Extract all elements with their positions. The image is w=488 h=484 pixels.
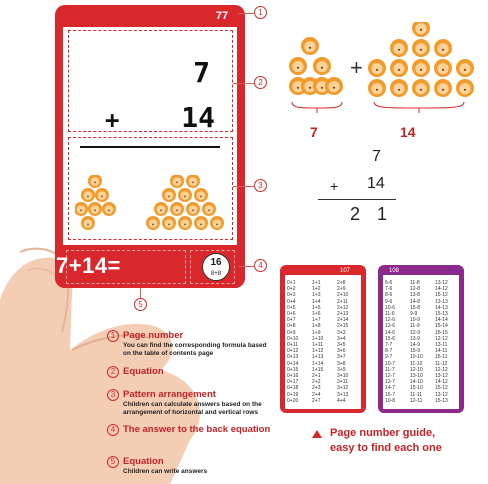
index-entry: 11-7	[385, 366, 395, 373]
vertical-bottom: 14	[367, 175, 385, 192]
lion-icon	[368, 79, 386, 97]
callout-marker-2: 2	[254, 76, 267, 89]
callout-line-4	[238, 266, 254, 267]
legend-title-1: Page number	[123, 330, 184, 341]
guide-line-2: easy to find each one	[330, 442, 442, 454]
legend-desc-1: You can find the corresponding formula based on the table of contents page	[123, 342, 267, 357]
index-entry: 12-9	[410, 329, 421, 336]
lion-icon	[186, 175, 200, 188]
index-entry: 3+5	[337, 342, 346, 349]
index-entry: 8-6	[385, 292, 393, 299]
index-entry: 2+8	[337, 280, 346, 286]
legend-title-5: Equation	[123, 456, 164, 467]
index-entry: 4+4	[337, 397, 346, 404]
plus-sign: +	[350, 55, 363, 80]
index-entry: 14-12	[435, 379, 448, 386]
index-entry: 3+8	[337, 360, 346, 367]
index-entry: 12-6	[385, 317, 396, 324]
callout-marker-5: 5	[134, 298, 147, 311]
index-entry: 0+7	[287, 317, 296, 324]
guide-line-1: Page number guide,	[330, 427, 436, 439]
bottom-number: 14	[181, 101, 215, 134]
lion-icon	[162, 188, 176, 202]
index-entry: 0+10	[287, 335, 299, 342]
lion-icon	[95, 188, 109, 202]
legend-title-4: The answer to the back equation	[123, 424, 271, 435]
index-entry: 1+1	[312, 280, 321, 286]
index-entry: 11-9	[410, 323, 420, 330]
lion-icon	[88, 175, 102, 188]
index-entry: 10-9	[410, 317, 421, 324]
index-entry: 14-13	[435, 304, 448, 311]
index-entry: 0+11	[287, 342, 298, 349]
lion-icon	[75, 202, 88, 216]
index-entry: 2+9	[337, 286, 346, 293]
index-entry: 2+7	[312, 397, 321, 404]
index-entry: 1+5	[312, 304, 321, 311]
index-entry: 0+8	[287, 323, 296, 330]
index-entry: 3+12	[337, 385, 349, 392]
index-entry: 10-8	[385, 397, 396, 404]
index-entry: 0+18	[287, 385, 299, 392]
index-entry: 15-14	[435, 323, 448, 330]
index-entry: 2+13	[337, 311, 349, 318]
legend-title-3: Pattern arrangement	[123, 389, 216, 400]
index-entry: 11-8	[410, 280, 420, 286]
lion-icon	[170, 202, 184, 216]
index-entry: 13-12	[435, 373, 448, 380]
callout-line-5	[140, 288, 141, 298]
index-entry: 14-10	[410, 379, 423, 386]
index-entry: 0+2	[287, 286, 296, 293]
index-entry: 1+4	[312, 298, 321, 305]
lion-icon	[434, 79, 452, 97]
legend-marker-5: 5	[107, 456, 119, 468]
lion-icon	[162, 216, 176, 230]
lion-icon	[456, 79, 474, 97]
index-entry: 2+2	[312, 379, 321, 386]
legend-desc-3: Children can calculate answers based on the arrangement of horizontal and vertical rows	[123, 401, 262, 416]
index-entry: 0+3	[287, 292, 296, 299]
lion-icon	[154, 202, 168, 216]
index-card-red-list	[287, 280, 361, 404]
legend-marker-2: 2	[107, 366, 119, 378]
index-entry: 10-10	[410, 354, 423, 361]
legend-marker-4: 4	[107, 424, 119, 436]
index-entry: 14-14	[435, 317, 448, 324]
lion-icon	[301, 37, 319, 55]
index-entry: 15-8	[410, 304, 421, 311]
index-entry: 0+9	[287, 329, 296, 336]
index-entry: 11-6	[385, 311, 395, 318]
index-entry: 1+3	[312, 292, 321, 299]
index-entry: 2+15	[337, 323, 349, 330]
legend-title-2: Equation	[123, 366, 164, 377]
lion-pattern-card	[75, 175, 230, 230]
index-entry: 3+4	[337, 335, 346, 342]
index-entry: 13-7	[385, 379, 396, 386]
lion-icon	[412, 59, 430, 77]
callout-marker-4: 4	[254, 259, 267, 272]
lion-icon	[210, 216, 224, 230]
index-entry: 3+7	[337, 354, 346, 361]
index-entry: 2+1	[312, 373, 321, 380]
index-entry: 12-11	[410, 397, 423, 404]
lion-icon	[313, 57, 331, 75]
index-entry: 9-6	[385, 298, 393, 305]
index-entry: 13-12	[435, 280, 448, 286]
brace-right	[372, 100, 466, 114]
index-entry: 2+11	[337, 298, 348, 305]
brace-left	[290, 100, 344, 114]
index-entry: 7-6	[385, 286, 393, 293]
callout-marker-3: 3	[254, 179, 267, 192]
index-entry: 11-10	[410, 360, 423, 367]
index-entry: 2+4	[312, 391, 321, 398]
index-entry: 0+16	[287, 373, 299, 380]
index-entry: 13-11	[435, 342, 448, 349]
index-entry: 2+14	[337, 317, 349, 324]
index-entry: 13-10	[410, 373, 423, 380]
lion-icon	[194, 188, 208, 202]
index-entry: 1+2	[312, 286, 321, 293]
index-entry: 0+13	[287, 354, 299, 361]
index-entry: 14-7	[385, 385, 396, 392]
index-entry: 1+9	[312, 329, 321, 336]
callout-line-3	[233, 186, 254, 187]
index-entry: 12-10	[410, 366, 423, 373]
index-entry: 1+10	[312, 335, 324, 342]
index-entry: 0+4	[287, 298, 296, 305]
index-entry: 15-12	[435, 385, 448, 392]
lion-icon	[202, 202, 216, 216]
index-entry: 15-11	[435, 354, 448, 361]
lion-icon	[146, 216, 160, 230]
index-entry: 0+17	[287, 379, 299, 386]
lion-icon	[434, 39, 452, 57]
lion-icon	[390, 79, 408, 97]
index-entry: 15-9	[410, 348, 421, 355]
lion-icon	[81, 188, 95, 202]
index-entry: 15-6	[385, 335, 396, 342]
index-card-purple-page: 108	[388, 268, 399, 274]
legend-desc-5: Children can write answers	[123, 468, 208, 475]
lion-pattern-large	[285, 22, 475, 102]
index-card-red-page: 107	[339, 268, 350, 274]
index-entry: 15-7	[385, 391, 396, 398]
index-entry: 13-9	[410, 335, 421, 342]
lion-icon	[390, 59, 408, 77]
legend-marker-1: 1	[107, 330, 119, 342]
lion-icon	[325, 77, 343, 95]
lion-icon	[456, 59, 474, 77]
index-entry: 13-6	[385, 323, 396, 330]
index-entry: 12-12	[435, 366, 448, 373]
lion-icon	[170, 175, 184, 188]
back-equation: 8+8	[210, 271, 222, 277]
index-entry: 12-12	[435, 335, 448, 342]
right-count-label: 14	[400, 124, 416, 140]
index-entry: 1+8	[312, 323, 321, 330]
index-entry: 6-6	[385, 280, 393, 286]
lion-icon	[434, 59, 452, 77]
index-entry: 3+3	[337, 329, 346, 336]
index-entry: 15-10	[410, 385, 423, 392]
index-entry: 7-7	[385, 342, 393, 349]
index-entry: 1+15	[312, 366, 324, 373]
sum-rule	[80, 146, 220, 148]
lion-icon	[88, 202, 102, 216]
index-entry: 12-8	[410, 286, 421, 293]
index-entry: 3+11	[337, 379, 348, 386]
index-entry: 3+9	[337, 366, 346, 373]
index-entry: 0+14	[287, 360, 299, 367]
lion-icon	[412, 79, 430, 97]
index-entry: 0+15	[287, 366, 299, 373]
index-entry: 1+11	[312, 342, 323, 349]
lion-icon	[390, 39, 408, 57]
index-entry: 0+6	[287, 311, 296, 318]
index-entry: 14-12	[435, 286, 448, 293]
back-equation-badge	[202, 253, 230, 281]
index-entry: 1+13	[312, 354, 324, 361]
lion-icon	[412, 22, 430, 37]
index-entry: 1+6	[312, 311, 321, 318]
callout-line-2	[233, 83, 254, 84]
lion-icon	[412, 39, 430, 57]
vertical-top: 7	[372, 148, 381, 165]
index-entry: 11-12	[435, 360, 448, 367]
lion-icon	[194, 216, 208, 230]
callout-marker-1: 1	[254, 6, 267, 19]
index-entry: 2+12	[337, 304, 349, 311]
vertical-operator: +	[330, 178, 339, 194]
left-count-label: 7	[310, 124, 318, 140]
index-card-purple-list	[385, 280, 459, 404]
operator-sign: +	[105, 106, 120, 134]
index-entry: 0+12	[287, 348, 299, 355]
index-entry: 15-13	[435, 397, 448, 404]
index-entry: 0+20	[287, 397, 299, 404]
index-entry: 1+12	[312, 348, 324, 355]
lion-icon	[178, 188, 192, 202]
lion-icon	[289, 57, 307, 75]
vertical-answer: 2 1	[350, 204, 394, 224]
index-entry: 13-12	[435, 391, 448, 398]
index-entry: 14-8	[410, 298, 421, 305]
card-page-number: 77	[215, 10, 229, 22]
index-entry: 3+10	[337, 373, 349, 380]
index-entry: 2+3	[312, 385, 321, 392]
index-entry: 12-7	[385, 373, 396, 380]
index-entry: 9-9	[410, 311, 418, 318]
index-entry: 14-11	[435, 348, 448, 355]
lion-icon	[186, 202, 200, 216]
index-entry: 0+5	[287, 304, 296, 311]
index-entry: 1+14	[312, 360, 324, 367]
guide-triangle-icon	[312, 430, 322, 438]
index-entry: 10-7	[385, 360, 396, 367]
lion-icon	[368, 59, 386, 77]
index-entry: 0+19	[287, 391, 299, 398]
index-entry: 14-6	[385, 329, 396, 336]
lion-icon	[81, 216, 95, 230]
index-entry: 13-13	[435, 298, 448, 305]
back-page-number: 16	[210, 257, 222, 268]
index-entry: 8-7	[385, 348, 393, 355]
legend-marker-3: 3	[107, 389, 119, 401]
index-entry: 13-8	[410, 292, 421, 299]
index-entry: 9-7	[385, 354, 393, 361]
lion-icon	[102, 202, 116, 216]
index-entry: 3+13	[337, 391, 349, 398]
index-entry: 0+1	[287, 280, 296, 286]
index-entry: 15-13	[435, 311, 448, 318]
index-entry: 14-9	[410, 342, 421, 349]
top-number: 7	[193, 56, 210, 89]
index-entry: 3+6	[337, 348, 346, 355]
lion-icon	[178, 216, 192, 230]
index-entry: 11-11	[410, 391, 423, 398]
vertical-rule	[318, 199, 396, 200]
index-entry: 15-15	[435, 329, 448, 336]
callout-line-1	[238, 13, 254, 14]
index-entry: 2+10	[337, 292, 349, 299]
index-entry: 15-12	[435, 292, 448, 299]
index-entry: 1+7	[312, 317, 321, 324]
index-entry: 10-6	[385, 304, 396, 311]
answer-equation: 7+14=	[56, 253, 121, 278]
